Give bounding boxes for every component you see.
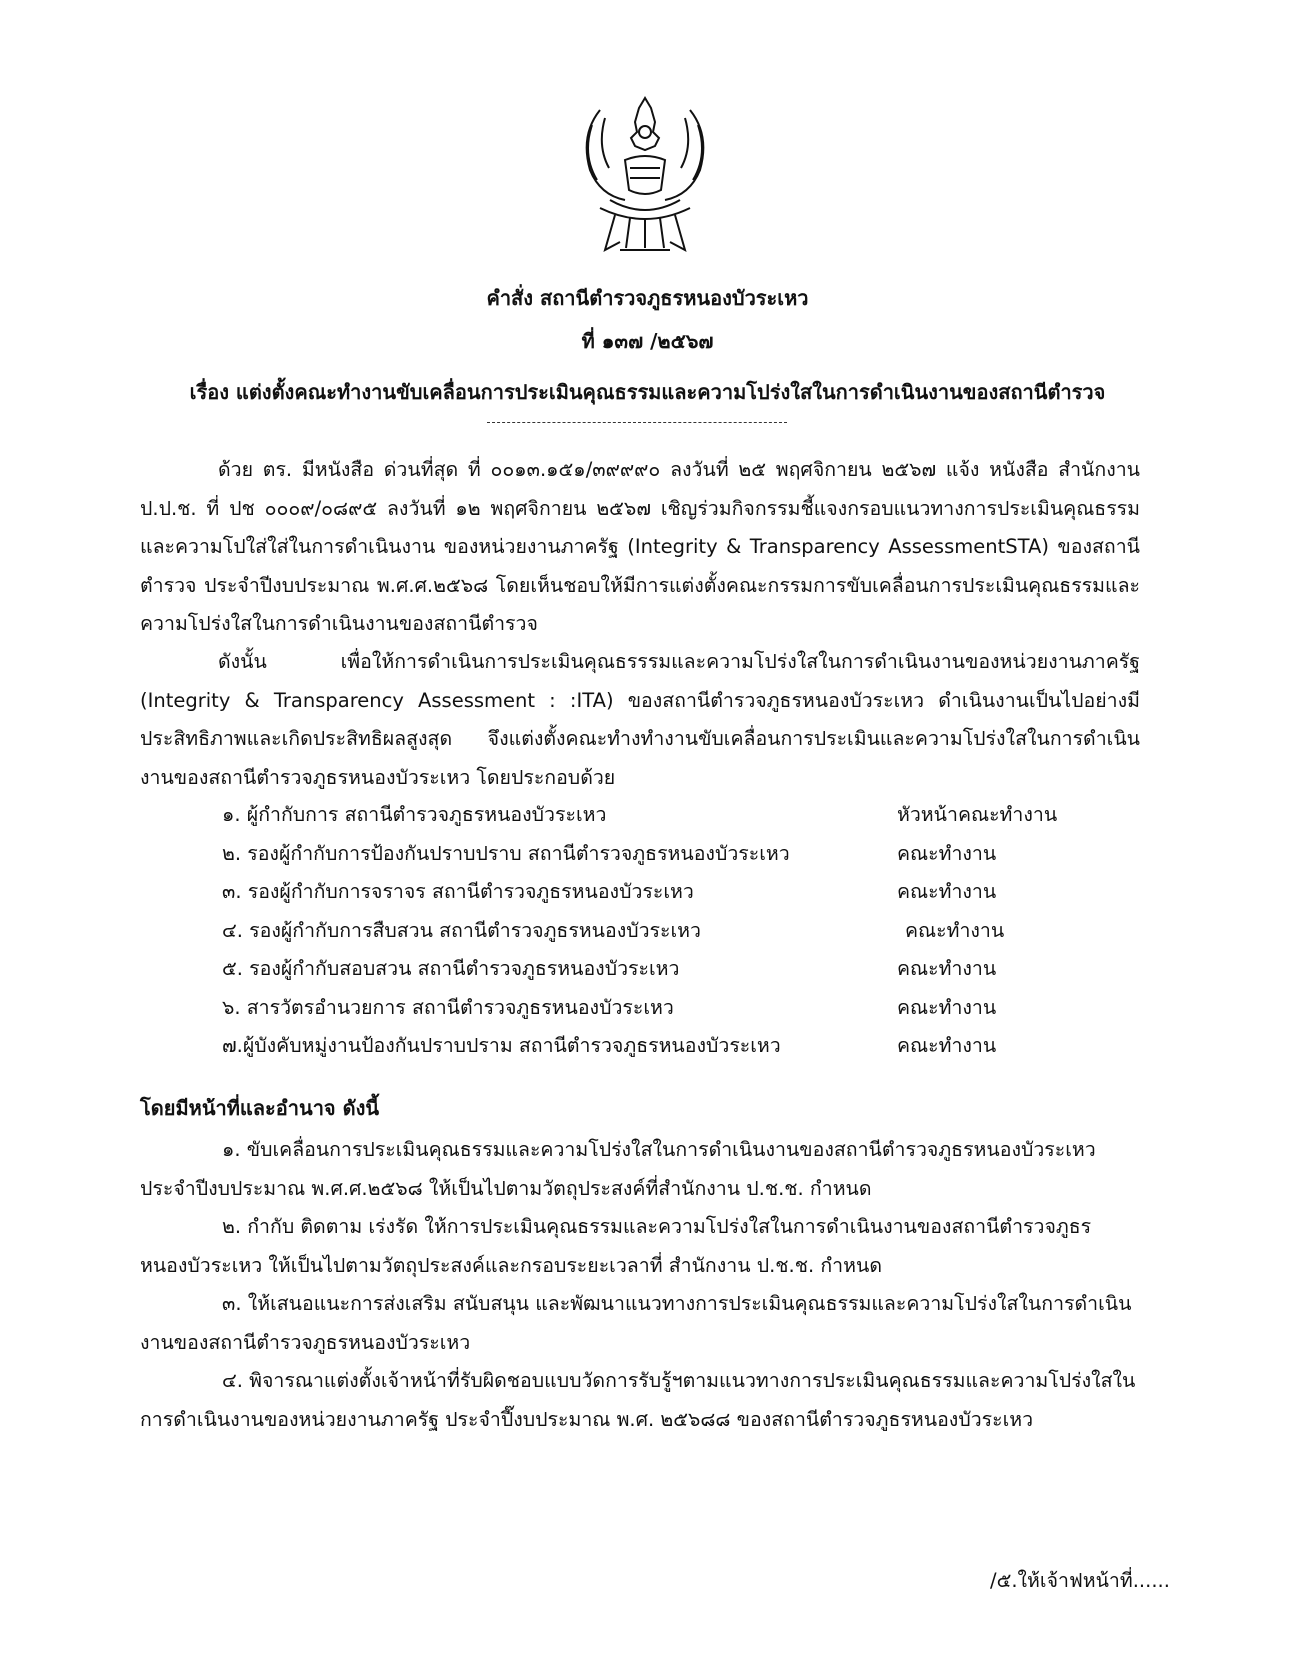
order-number: ที่ ๑๓๗ /๒๕๖๗: [581, 329, 714, 353]
duty-item: ๒. กำกับ ติดตาม เร่งรัด ให้การประเมินคุณธรรมและความโปร่งใสในการดำเนินงานของสถานีตำรวจภูธรหนองบัวระเหว ให้เป็นไปตามวัตถุประสงค์และกรอบระยะเวลาที่ สำนักงาน ป.ช.ช. กำหนด: [140, 1215, 1092, 1277]
member-name: ๔. รองผู้กำกับการสืบสวน สถานีตำรวจภูธรหนองบัวระเหว: [222, 918, 701, 942]
duty-item: ๑. ขับเคลื่อนการประเมินคุณธรรมและความโปร่งใสในการดำเนินงานของสถานีตำรวจภูธรหนองบัวระเหว ประจำปีงบประมาณ พ.ศ.ศ.๒๕๖๘ ให้เป็นไปตามวัตถุประสงค์ที่สำนักงาน ป.ช.ช. กำหนด: [140, 1138, 1096, 1200]
garuda-emblem-icon: [570, 90, 720, 265]
list-item: [222, 950, 1122, 989]
list-item: [222, 835, 1122, 874]
list-item: [222, 796, 1122, 835]
list-item: [222, 989, 1122, 1028]
list-item: [222, 912, 1122, 951]
order-title: คำสั่ง สถานีตำรวจภูธรหนองบัวระเหว: [486, 286, 809, 310]
member-name: ๖. สารวัตรอำนวยการ สถานีตำรวจภูธรหนองบัวระเหว: [222, 995, 674, 1019]
list-item: [222, 873, 1122, 912]
member-role: คณะทำงาน: [905, 918, 1005, 942]
member-role: หัวหน้าคณะทำงาน: [897, 803, 1058, 826]
member-role: คณะทำงาน: [897, 1034, 997, 1057]
paragraph-background: ด้วย ตร. มีหนังสือ ด่วนที่สุด ที่ ๐๐๑๓.๑๕๑/๓๙๙๙๐ ลงวันที่ ๒๕ พฤศจิกายน ๒๕๖๗ แจ้ง หนังสือ สำนักงาน ป.ป.ช. ที่ ปช ๐๐๐๙/๐๘๙๕ ลงวันที่ ๑๒ พฤศจิกายน ๒๕๖๗ เชิญร่วมกิจกรรมชี้แจงกรอบแนวทางการประเมินคุณธรรมและความโปใส่ใส่ในการดำเนินงาน ของหน่วยงานภาครัฐ (Integrity & Transparency AssessmentSTA) ของสถานีตำรวจ ประจำปีงบประมาณ พ.ศ.ศ.๒๕๖๘ โดยเห็นชอบให้มีการแต่งตั้งคณะกรรมการขับเคลื่อนการประเมินคุณธรรมและความโปร่งใสในการดำเนินงานของสถานีตำรวจ: [140, 458, 1140, 635]
paragraph-appointment: ดังนั้น เพื่อให้การดำเนินการประเมินคุณธรรรมและความโปร่งใสในการดำเนินงานของหน่วยงานภาครัฐ (Integrity & Transparency Assessment : :ITA) ของสถานีตำรวจภูธรหนองบัวระเหว ดำเนินงานเป็นไปอย่างมีประสิทธิภาพและเกิดประสิทธิผลสูงสุด จึงแต่งตั้งคณะทำงทำงานขับเคลื่อนการประเมินและความโปร่งใสในการดำเนินงานของสถานีตำรวจภูธรหนองบัวระเหว โดยประกอบด้วย: [140, 650, 1140, 789]
member-name: ๕. รองผู้กำกับสอบสวน สถานีตำรวจภูธรหนองบัวระเหว: [222, 957, 680, 980]
duty-item: ๓. ให้เสนอแนะการส่งเสริม สนับสนุน และพัฒนาแนวทางการประเมินคุณธรรมและความโปร่งใสในการดำเนินงานของสถานีตำรวจภูธรหนองบัวระเหว: [140, 1292, 1132, 1354]
member-role: คณะทำงาน: [897, 957, 997, 980]
list-item: [222, 1027, 1122, 1066]
member-role: คณะทำงาน: [897, 995, 997, 1019]
order-subject: เรื่อง แต่งตั้งคณะทำงานขับเคลื่อนการประเมินคุณธรรมและความโปร่งใสในการดำเนินงานของสถานีตำรวจ: [189, 380, 1106, 404]
continuation-note: /๕.ให้เจ้าฟหน้าที่......: [990, 1569, 1170, 1592]
divider: [487, 422, 787, 423]
member-role: คณะทำงาน: [897, 841, 997, 865]
member-name: ๓. รองผู้กำกับการจราจร สถานีตำรวจภูธรหนองบัวระเหว: [222, 880, 694, 903]
duties-list: [140, 1131, 1140, 1439]
member-list: [222, 796, 1122, 1066]
member-name: ๒. รองผู้กำกับการป้องกันปราบปราบ สถานีตำรวจภูธรหนองบัวระเหว: [222, 841, 790, 865]
member-name: ๗.ผู้บังคับหมู่งานป้องกันปราบปราม สถานีตำรวจภูธรหนองบัวระเหว: [222, 1034, 781, 1057]
duty-item: ๔. พิจารณาแต่งตั้งเจ้าหน้าที่รับผิดชอบแบบวัดการรับรู้ฯตามแนวทางการประเมินคุณธรรมและความโปร่งใสในการดำเนินงานของหน่วยงานภาครัฐ ประจำปี๊งบประมาณ พ.ศ. ๒๕๖๘๘ ของสถานีตำรวจภูธรหนองบัวระเหว: [140, 1369, 1136, 1431]
member-role: คณะทำงาน: [897, 880, 997, 903]
member-name: ๑. ผู้กำกับการ สถานีตำรวจภูธรหนองบัวระเหว: [222, 803, 607, 826]
duties-heading: โดยมีหน้าที่และอำนาจ ดังนี้: [140, 1096, 380, 1120]
